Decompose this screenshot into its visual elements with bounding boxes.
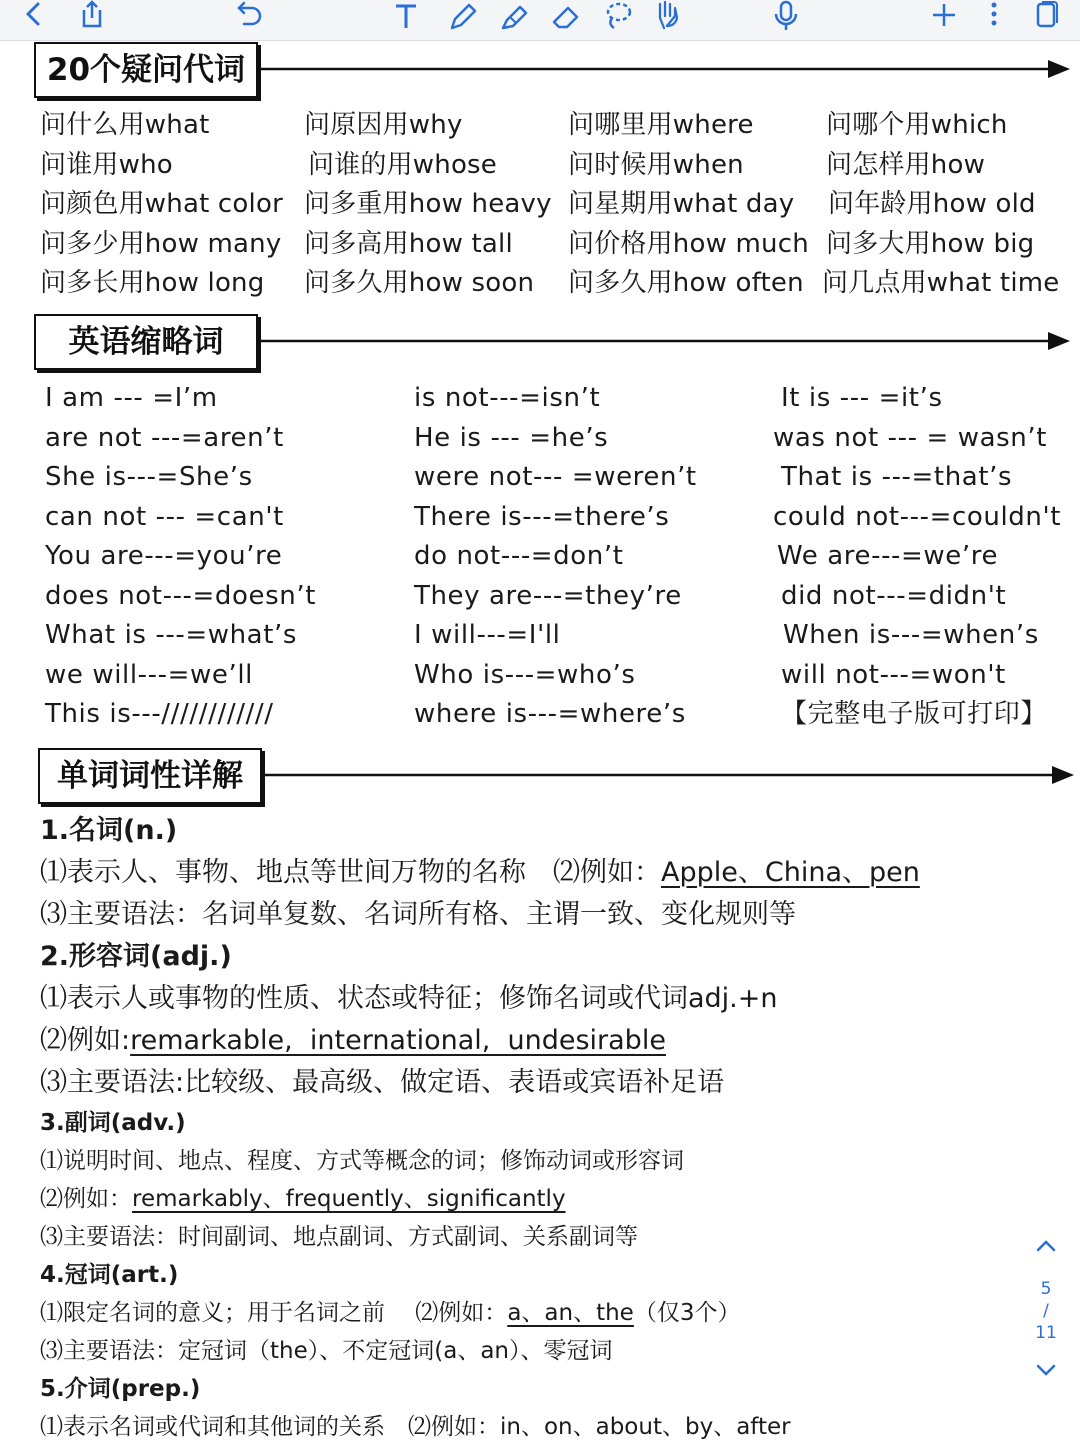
contraction-row bbox=[40, 694, 1080, 734]
contraction-cell: can not --- =can't bbox=[45, 501, 284, 532]
contraction-row bbox=[40, 418, 1080, 458]
article-examples: a、an、the bbox=[507, 1300, 634, 1326]
adverb-heading: 3.副词(adv.) bbox=[40, 1110, 186, 1136]
contraction-row bbox=[40, 536, 1080, 576]
eraser-icon[interactable] bbox=[546, 0, 586, 34]
microphone-icon[interactable] bbox=[766, 0, 806, 34]
lasso-icon[interactable] bbox=[598, 0, 638, 34]
section-header-contractions bbox=[0, 314, 1080, 370]
contraction-cell: This is---//////////// bbox=[45, 699, 274, 729]
adjective-line-2 bbox=[40, 1020, 1040, 1062]
contraction-cell: did not---=didn't bbox=[781, 580, 1007, 611]
pronoun-cell: 问多久用how soon bbox=[304, 268, 535, 299]
adverb-line-2 bbox=[40, 1180, 1040, 1218]
pronoun-cell: 问原因用why bbox=[304, 110, 463, 140]
contraction-cell: What is ---=what’s bbox=[45, 620, 298, 650]
contraction-cell: She is---=She’s bbox=[45, 462, 253, 492]
contraction-cell: 【完整电子版可打印】 bbox=[781, 699, 1048, 729]
more-icon[interactable] bbox=[974, 0, 1014, 34]
contraction-cell: There is---=there’s bbox=[414, 501, 670, 532]
adjective-heading: 2.形容词(adj.) bbox=[40, 941, 232, 972]
pronoun-cell: 问多高用how tall bbox=[304, 228, 513, 259]
section-title: 单词词性详解 bbox=[38, 748, 262, 804]
contraction-cell: could not---=couldn't bbox=[773, 501, 1062, 532]
article-note: （仅3个） bbox=[633, 1300, 741, 1326]
hand-icon[interactable] bbox=[650, 0, 690, 34]
contraction-cell: It is --- =it’s bbox=[781, 383, 943, 413]
adverb-example-label: ⑵例如： bbox=[40, 1186, 132, 1212]
contraction-cell: are not ---=aren’t bbox=[45, 422, 284, 453]
contractions-grid bbox=[40, 378, 1080, 734]
chevron-up-icon[interactable] bbox=[1026, 1230, 1066, 1260]
pronoun-cell: 问多长用how long bbox=[40, 268, 265, 299]
contraction-cell: He is --- =he’s bbox=[414, 422, 609, 453]
back-icon[interactable] bbox=[14, 0, 54, 34]
article-heading: 4.冠词(art.) bbox=[40, 1262, 179, 1288]
noun-line-2: ⑶主要语法：名词单复数、名词所有格、主谓一致、变化规则等 bbox=[40, 899, 796, 930]
contraction-cell: was not --- = wasn’t bbox=[773, 422, 1047, 453]
contraction-cell: where is---=where’s bbox=[414, 699, 686, 729]
pronoun-row bbox=[40, 224, 1080, 264]
adjective-examples: remarkable, international, undesirable bbox=[130, 1025, 666, 1056]
article-line-2: ⑶主要语法：定冠词（the）、不定冠词(a、an）、零冠词 bbox=[40, 1338, 613, 1364]
page-separator: / bbox=[1043, 1301, 1049, 1321]
adverb-line-1: ⑴说明时间、地点、程度、方式等概念的词；修饰动词或形容词 bbox=[40, 1148, 684, 1174]
contraction-row bbox=[40, 576, 1080, 616]
chevron-down-icon[interactable] bbox=[1026, 1356, 1066, 1386]
page-indicator bbox=[1026, 1230, 1066, 1390]
noun-examples: Apple、China、pen bbox=[661, 857, 920, 888]
article-line-1 bbox=[40, 1294, 1040, 1332]
section-title: 20个疑问代词 bbox=[34, 42, 258, 98]
section-header-pronouns bbox=[0, 42, 1080, 98]
arrow-icon bbox=[256, 328, 1072, 358]
contraction-cell: When is---=when’s bbox=[783, 620, 1039, 650]
pronoun-cell: 问多久用how often bbox=[568, 268, 804, 299]
pronoun-cell: 问怎样用how bbox=[826, 149, 986, 180]
pen-icon[interactable] bbox=[442, 0, 482, 34]
pronoun-row bbox=[40, 105, 1080, 145]
contraction-row bbox=[40, 615, 1080, 655]
section-title: 英语缩略词 bbox=[34, 314, 258, 370]
noun-line-1 bbox=[40, 852, 1040, 894]
pronoun-cell: 问哪里用where bbox=[568, 110, 754, 140]
contraction-cell: They are---=they’re bbox=[414, 580, 682, 611]
pronoun-cell: 问时候用when bbox=[568, 149, 744, 180]
pronoun-row bbox=[40, 184, 1080, 224]
contraction-cell: does not---=doesn’t bbox=[45, 580, 317, 611]
toolbar bbox=[0, 0, 1080, 41]
contraction-cell: is not---=isn’t bbox=[414, 383, 601, 413]
contraction-row bbox=[40, 497, 1080, 537]
adjective-line-3: ⑶主要语法:比较级、最高级、做定语、表语或宾语补足语 bbox=[40, 1067, 725, 1098]
undo-icon[interactable] bbox=[228, 0, 268, 34]
pages-icon[interactable] bbox=[1026, 0, 1066, 34]
current-page: 5 bbox=[1040, 1279, 1052, 1299]
pronoun-grid bbox=[40, 105, 1080, 303]
adjective-example-label: ⑵例如: bbox=[40, 1025, 131, 1056]
contraction-cell: were not--- =weren’t bbox=[414, 462, 697, 492]
adjective-line-1: ⑴表示人或事物的性质、状态或特征；修饰名词或代词adj.+n bbox=[40, 983, 778, 1014]
pronoun-cell: 问颜色用what color bbox=[40, 189, 283, 220]
pronoun-cell: 问谁用who bbox=[40, 149, 173, 180]
pronoun-cell: 问什么用what bbox=[40, 110, 210, 140]
highlighter-icon[interactable] bbox=[494, 0, 534, 34]
contraction-cell: That is ---=that’s bbox=[781, 462, 1013, 492]
share-icon[interactable] bbox=[72, 0, 112, 34]
pronoun-cell: 问多重用how heavy bbox=[304, 189, 552, 220]
contraction-row bbox=[40, 655, 1080, 695]
arrow-icon bbox=[260, 762, 1076, 792]
add-icon[interactable] bbox=[924, 0, 964, 34]
pronoun-cell: 问几点用what time bbox=[822, 268, 1060, 299]
adverb-examples: remarkably、frequently、significantly bbox=[132, 1186, 566, 1212]
pronoun-cell: 问年龄用how old bbox=[828, 189, 1036, 220]
noun-heading: 1.名词(n.) bbox=[40, 815, 178, 846]
preposition-line-1: ⑴表示名词或代词和其他词的关系 ⑵例如：in、on、about、by、after bbox=[40, 1414, 791, 1440]
pronoun-cell: 问多大用how big bbox=[826, 228, 1035, 259]
contraction-cell: We are---=we’re bbox=[777, 541, 999, 571]
pronoun-cell: 问价格用how much bbox=[568, 228, 809, 259]
contraction-cell: we will---=we’ll bbox=[45, 659, 253, 690]
section-header-parts-of-speech bbox=[0, 748, 1080, 804]
contraction-cell: I am --- =I’m bbox=[45, 383, 218, 413]
contraction-cell: I will---=I'll bbox=[414, 620, 561, 650]
contraction-row bbox=[40, 378, 1080, 418]
arrow-icon bbox=[256, 56, 1072, 86]
pronoun-row bbox=[40, 145, 1080, 185]
contraction-cell: will not---=won't bbox=[781, 659, 1006, 690]
text-tool-icon[interactable] bbox=[386, 0, 426, 34]
contraction-cell: You are---=you’re bbox=[45, 541, 283, 571]
preposition-heading: 5.介词(prep.) bbox=[40, 1376, 201, 1402]
contraction-cell: do not---=don’t bbox=[414, 541, 624, 571]
pronoun-cell: 问哪个用which bbox=[826, 110, 1008, 140]
total-pages: 11 bbox=[1035, 1323, 1057, 1343]
noun-definition: ⑴表示人、事物、地点等世间万物的名称 ⑵例如： bbox=[40, 857, 661, 888]
parts-of-speech bbox=[40, 810, 1040, 1446]
adverb-line-3: ⑶主要语法：时间副词、地点副词、方式副词、关系副词等 bbox=[40, 1224, 638, 1250]
contraction-cell: Who is---=who’s bbox=[414, 659, 636, 690]
contraction-row bbox=[40, 457, 1080, 497]
pronoun-row bbox=[40, 263, 1080, 303]
article-definition: ⑴限定名词的意义；用于名词之前 ⑵例如： bbox=[40, 1300, 508, 1326]
pronoun-cell: 问多少用how many bbox=[40, 228, 282, 259]
pronoun-cell: 问星期用what day bbox=[568, 189, 795, 220]
pronoun-cell: 问谁的用whose bbox=[308, 149, 497, 180]
